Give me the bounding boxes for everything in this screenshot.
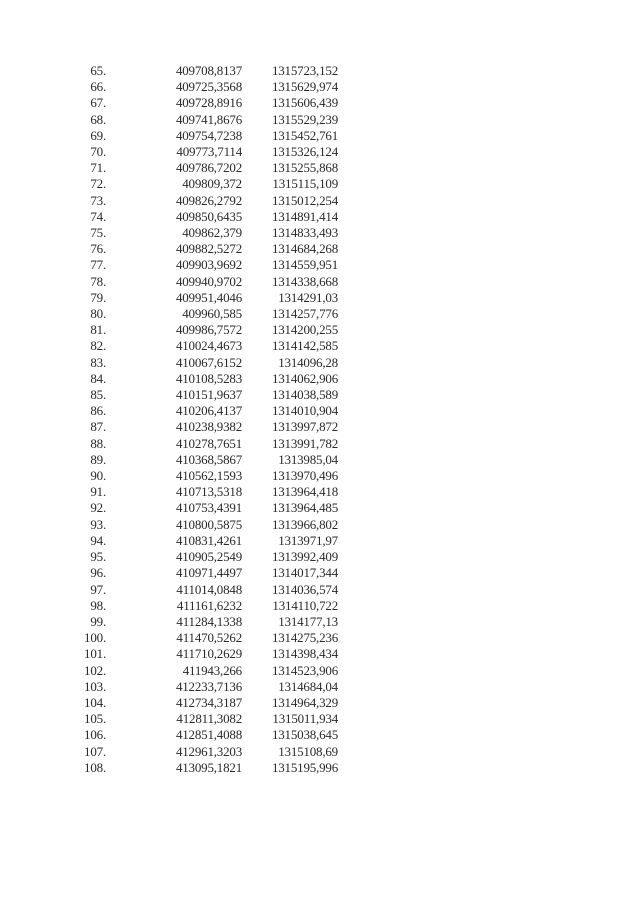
point-number: 106. xyxy=(84,727,106,743)
point-number: 93. xyxy=(90,516,106,532)
y-coordinate: 1315723,152 xyxy=(271,63,338,78)
table-row xyxy=(60,290,338,306)
table-row xyxy=(60,533,338,549)
y-coordinate: 1313985,04 xyxy=(278,451,338,467)
y-coordinate: 1314964,329 xyxy=(271,694,338,710)
point-number: 101. xyxy=(84,646,106,662)
point-number: 89. xyxy=(90,451,106,467)
y-coordinate: 1314275,236 xyxy=(271,630,338,646)
table-row xyxy=(60,646,338,662)
table-row xyxy=(60,582,338,598)
point-number: 84. xyxy=(90,370,106,386)
point-number: 81. xyxy=(90,322,106,338)
x-coordinate: 409725,3568 xyxy=(175,79,242,95)
table-row xyxy=(60,403,338,419)
table-row xyxy=(60,517,338,533)
point-number: 79. xyxy=(90,289,106,305)
point-number: 83. xyxy=(90,354,106,370)
x-coordinate: 412961,3203 xyxy=(175,743,242,759)
table-row xyxy=(60,128,338,144)
y-coordinate: 1314096,28 xyxy=(278,354,338,370)
x-coordinate: 412811,3082 xyxy=(176,711,242,727)
x-coordinate: 411161,6232 xyxy=(176,597,242,613)
x-coordinate: 411943,266 xyxy=(182,662,242,678)
table-row xyxy=(60,419,338,435)
y-coordinate: 1313966,802 xyxy=(271,516,338,532)
y-coordinate: 1315115,109 xyxy=(272,176,338,192)
x-coordinate: 410800,5875 xyxy=(175,516,242,532)
y-coordinate: 1313997,872 xyxy=(271,419,338,435)
table-row xyxy=(60,760,338,776)
table-row xyxy=(60,63,338,79)
table-row xyxy=(60,176,338,192)
y-coordinate: 1314523,906 xyxy=(271,662,338,678)
y-coordinate: 1314110,722 xyxy=(272,597,338,613)
point-number: 82. xyxy=(90,338,106,354)
x-coordinate: 409850,6435 xyxy=(175,208,242,224)
y-coordinate: 1314338,668 xyxy=(271,273,338,289)
point-number: 108. xyxy=(84,759,106,775)
table-row xyxy=(60,727,338,743)
point-number: 72. xyxy=(90,176,106,192)
x-coordinate: 409773,7114 xyxy=(176,144,242,160)
table-row xyxy=(60,160,338,176)
table-row xyxy=(60,663,338,679)
point-number: 87. xyxy=(90,419,106,435)
x-coordinate: 410206,4137 xyxy=(175,403,242,419)
table-row xyxy=(60,355,338,371)
table-row xyxy=(60,257,338,273)
y-coordinate: 1315452,761 xyxy=(271,127,338,143)
x-coordinate: 410562,1593 xyxy=(175,468,242,484)
x-coordinate: 409960,585 xyxy=(182,306,242,322)
point-number: 85. xyxy=(90,387,106,403)
point-number: 67. xyxy=(90,95,106,111)
x-coordinate: 409754,7238 xyxy=(175,127,242,143)
y-coordinate: 1314062,906 xyxy=(271,370,338,386)
point-number: 78. xyxy=(90,273,106,289)
x-coordinate: 410151,9637 xyxy=(175,387,242,403)
x-coordinate: 409903,9692 xyxy=(175,257,242,273)
y-coordinate: 1313991,782 xyxy=(271,435,338,451)
table-row xyxy=(60,112,338,128)
table-row xyxy=(60,744,338,760)
table-row xyxy=(60,452,338,468)
y-coordinate: 1315629,974 xyxy=(271,79,338,95)
y-coordinate: 1314291,03 xyxy=(278,289,338,305)
point-number: 94. xyxy=(90,532,106,548)
x-coordinate: 410831,4261 xyxy=(175,532,242,548)
point-number: 69. xyxy=(90,127,106,143)
x-coordinate: 409728,8916 xyxy=(175,95,242,111)
x-coordinate: 410368,5867 xyxy=(175,451,242,467)
point-number: 66. xyxy=(90,79,106,95)
point-number: 90. xyxy=(90,468,106,484)
point-number: 88. xyxy=(90,435,106,451)
table-row xyxy=(60,209,338,225)
point-number: 95. xyxy=(90,549,106,565)
table-row xyxy=(60,371,338,387)
y-coordinate: 1315255,868 xyxy=(271,160,338,176)
point-number: 99. xyxy=(90,613,106,629)
point-number: 74. xyxy=(90,208,106,224)
point-number: 104. xyxy=(84,694,106,710)
x-coordinate: 409951,4046 xyxy=(175,289,242,305)
x-coordinate: 410067,6152 xyxy=(175,354,242,370)
point-number: 65. xyxy=(90,63,106,78)
y-coordinate: 1314200,255 xyxy=(271,322,338,338)
table-row xyxy=(60,598,338,614)
point-number: 77. xyxy=(90,257,106,273)
table-row xyxy=(60,274,338,290)
y-coordinate: 1314017,344 xyxy=(271,565,338,581)
x-coordinate: 410713,5318 xyxy=(175,484,242,500)
table-row xyxy=(60,711,338,727)
table-row xyxy=(60,500,338,516)
table-row xyxy=(60,387,338,403)
point-number: 96. xyxy=(90,565,106,581)
table-row xyxy=(60,144,338,160)
x-coordinate: 410238,9382 xyxy=(175,419,242,435)
table-row xyxy=(60,484,338,500)
x-coordinate: 409809,372 xyxy=(182,176,242,192)
x-coordinate: 410278,7651 xyxy=(175,435,242,451)
y-coordinate: 1314038,589 xyxy=(271,387,338,403)
table-row xyxy=(60,193,338,209)
point-number: 100. xyxy=(84,630,106,646)
x-coordinate: 409986,7572 xyxy=(175,322,242,338)
y-coordinate: 1314036,574 xyxy=(271,581,338,597)
table-row xyxy=(60,95,338,111)
y-coordinate: 1315012,254 xyxy=(271,192,338,208)
coordinate-table xyxy=(60,63,338,776)
table-row xyxy=(60,436,338,452)
x-coordinate: 411470,5262 xyxy=(176,630,242,646)
y-coordinate: 1314684,04 xyxy=(278,678,338,694)
x-coordinate: 410024,4673 xyxy=(175,338,242,354)
y-coordinate: 1315195,996 xyxy=(271,759,338,775)
table-row xyxy=(60,695,338,711)
y-coordinate: 1314142,585 xyxy=(271,338,338,354)
x-coordinate: 410108,5283 xyxy=(175,370,242,386)
point-number: 97. xyxy=(90,581,106,597)
coordinate-table-body xyxy=(60,63,338,776)
table-row xyxy=(60,565,338,581)
point-number: 107. xyxy=(84,743,106,759)
x-coordinate: 412851,4088 xyxy=(175,727,242,743)
point-number: 68. xyxy=(90,111,106,127)
table-row xyxy=(60,549,338,565)
table-row xyxy=(60,306,338,322)
y-coordinate: 1314684,268 xyxy=(271,241,338,257)
x-coordinate: 409826,2792 xyxy=(175,192,242,208)
table-row xyxy=(60,322,338,338)
table-row xyxy=(60,614,338,630)
x-coordinate: 411710,2629 xyxy=(176,646,242,662)
y-coordinate: 1314257,776 xyxy=(271,306,338,322)
x-coordinate: 411284,1338 xyxy=(176,613,242,629)
point-number: 80. xyxy=(90,306,106,322)
x-coordinate: 412233,7136 xyxy=(175,678,242,694)
point-number: 75. xyxy=(90,225,106,241)
x-coordinate: 410905,2549 xyxy=(175,549,242,565)
y-coordinate: 1313964,418 xyxy=(271,484,338,500)
y-coordinate: 1315108,69 xyxy=(278,743,338,759)
y-coordinate: 1313992,409 xyxy=(271,549,338,565)
y-coordinate: 1314891,414 xyxy=(271,208,338,224)
point-number: 105. xyxy=(84,711,106,727)
point-number: 73. xyxy=(90,192,106,208)
x-coordinate: 413095,1821 xyxy=(175,759,242,775)
x-coordinate: 409862,379 xyxy=(182,225,242,241)
table-row xyxy=(60,679,338,695)
table-row xyxy=(60,225,338,241)
x-coordinate: 412734,3187 xyxy=(175,694,242,710)
x-coordinate: 409882,5272 xyxy=(175,241,242,257)
y-coordinate: 1315326,124 xyxy=(271,144,338,160)
y-coordinate: 1314398,434 xyxy=(271,646,338,662)
y-coordinate: 1314833,493 xyxy=(271,225,338,241)
x-coordinate: 409786,7202 xyxy=(175,160,242,176)
point-number: 70. xyxy=(90,144,106,160)
x-coordinate: 409940,9702 xyxy=(175,273,242,289)
point-number: 86. xyxy=(90,403,106,419)
point-number: 76. xyxy=(90,241,106,257)
point-number: 102. xyxy=(84,662,106,678)
x-coordinate: 409741,8676 xyxy=(175,111,242,127)
y-coordinate: 1314177,13 xyxy=(278,613,338,629)
x-coordinate: 410753,4391 xyxy=(175,500,242,516)
point-number: 91. xyxy=(90,484,106,500)
y-coordinate: 1313970,496 xyxy=(271,468,338,484)
point-number: 98. xyxy=(90,597,106,613)
y-coordinate: 1314559,951 xyxy=(271,257,338,273)
y-coordinate: 1315529,239 xyxy=(271,111,338,127)
y-coordinate: 1315038,645 xyxy=(271,727,338,743)
y-coordinate: 1313971,97 xyxy=(278,532,338,548)
y-coordinate: 1315011,934 xyxy=(272,711,338,727)
y-coordinate: 1313964,485 xyxy=(271,500,338,516)
y-coordinate: 1314010,904 xyxy=(271,403,338,419)
point-number: 92. xyxy=(90,500,106,516)
x-coordinate: 409708,8137 xyxy=(175,63,242,78)
table-row xyxy=(60,241,338,257)
x-coordinate: 411014,0848 xyxy=(176,581,242,597)
table-row xyxy=(60,630,338,646)
table-row xyxy=(60,79,338,95)
table-row xyxy=(60,468,338,484)
table-row xyxy=(60,338,338,354)
point-number: 71. xyxy=(90,160,106,176)
point-number: 103. xyxy=(84,678,106,694)
x-coordinate: 410971,4497 xyxy=(175,565,242,581)
y-coordinate: 1315606,439 xyxy=(271,95,338,111)
